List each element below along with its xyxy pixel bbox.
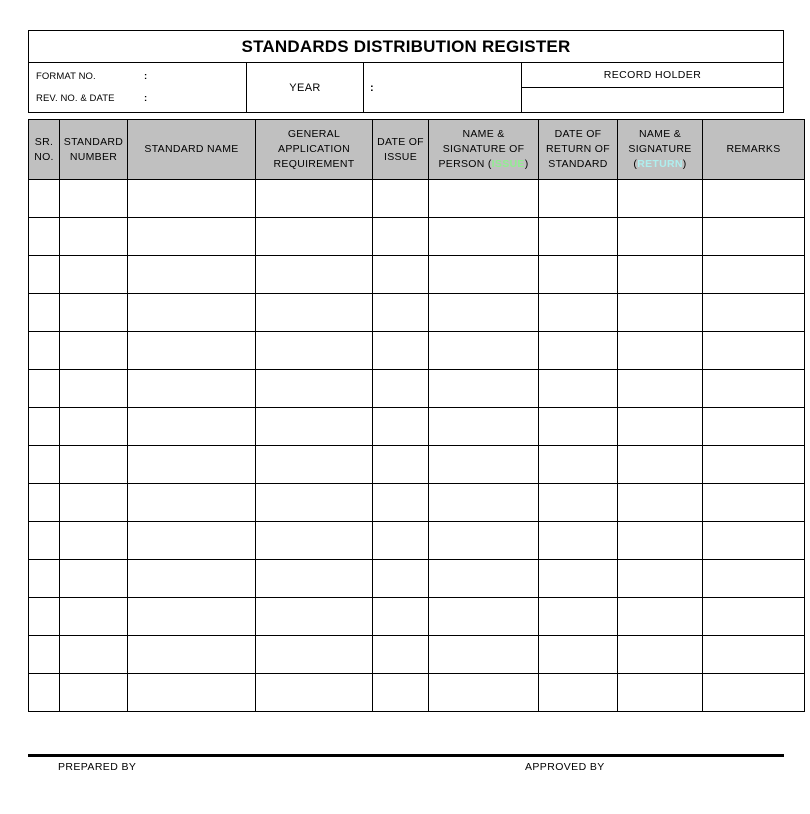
cell-sr_no[interactable] bbox=[29, 446, 60, 484]
cell-date_of_return_of_standard[interactable] bbox=[539, 446, 618, 484]
name-issue-prefix: PERSON ( bbox=[438, 158, 492, 170]
column-header-sr-no bbox=[29, 120, 60, 180]
cell-general_application_requirement[interactable] bbox=[256, 598, 373, 636]
date-return-line-1: DATE OF bbox=[554, 128, 602, 140]
year-value-cell[interactable] bbox=[364, 63, 522, 112]
year-label-cell bbox=[247, 63, 364, 112]
cell-date_of_issue[interactable] bbox=[373, 218, 429, 256]
cell-name_signature_return[interactable] bbox=[618, 408, 703, 446]
cell-standard_number[interactable] bbox=[60, 256, 128, 294]
format-no-line bbox=[36, 66, 246, 88]
cell-date_of_return_of_standard[interactable] bbox=[539, 674, 618, 712]
column-header-date-of-issue bbox=[373, 120, 429, 180]
cell-date_of_issue[interactable] bbox=[373, 370, 429, 408]
cell-remarks[interactable] bbox=[703, 598, 805, 636]
cell-date_of_issue[interactable] bbox=[373, 598, 429, 636]
date-return-line-3: STANDARD bbox=[548, 158, 608, 170]
cell-standard_name[interactable] bbox=[128, 484, 256, 522]
cell-standard_name[interactable] bbox=[128, 256, 256, 294]
cell-date_of_return_of_standard[interactable] bbox=[539, 484, 618, 522]
cell-name_signature_return[interactable] bbox=[618, 446, 703, 484]
column-header-standard-name bbox=[128, 120, 256, 180]
cell-date_of_issue[interactable] bbox=[373, 256, 429, 294]
cell-general_application_requirement[interactable] bbox=[256, 484, 373, 522]
name-return-line-1: NAME & bbox=[638, 128, 682, 140]
cell-name_signature_issue[interactable] bbox=[429, 598, 539, 636]
name-issue-line-1: NAME & bbox=[462, 128, 505, 140]
cell-standard_number[interactable] bbox=[60, 180, 128, 218]
column-header-date-of-return bbox=[539, 120, 618, 180]
sr-no-line-1: SR. bbox=[34, 135, 54, 148]
sr-no-line-2: NO. bbox=[34, 150, 54, 163]
cell-name_signature_issue[interactable] bbox=[429, 560, 539, 598]
approved-by-label: APPROVED BY bbox=[525, 761, 605, 773]
column-header-name-signature-issue bbox=[429, 120, 539, 180]
cell-name_signature_return[interactable] bbox=[618, 560, 703, 598]
cell-standard_number[interactable] bbox=[60, 218, 128, 256]
cell-standard_number[interactable] bbox=[60, 636, 128, 674]
cell-name_signature_issue[interactable] bbox=[429, 408, 539, 446]
rev-no-date-label: REV. NO. & DATE bbox=[36, 93, 115, 104]
name-return-suffix: ) bbox=[682, 158, 687, 170]
cell-date_of_issue[interactable] bbox=[373, 294, 429, 332]
table-header bbox=[29, 120, 805, 180]
table-row bbox=[29, 446, 805, 484]
cell-name_signature_issue[interactable] bbox=[429, 484, 539, 522]
footer-signature-row bbox=[28, 761, 784, 781]
record-holder-value[interactable] bbox=[522, 88, 783, 112]
prepared-by-label: PREPARED BY bbox=[58, 761, 137, 773]
cell-name_signature_issue[interactable] bbox=[429, 446, 539, 484]
cell-standard_number[interactable] bbox=[60, 560, 128, 598]
record-holder-cell bbox=[522, 63, 783, 112]
column-header-general-application-requirement bbox=[256, 120, 373, 180]
cell-standard_name[interactable] bbox=[128, 180, 256, 218]
cell-general_application_requirement[interactable] bbox=[256, 408, 373, 446]
cell-name_signature_issue[interactable] bbox=[429, 522, 539, 560]
cell-date_of_return_of_standard[interactable] bbox=[539, 522, 618, 560]
cell-general_application_requirement[interactable] bbox=[256, 674, 373, 712]
remarks-line-1: REMARKS bbox=[726, 143, 781, 155]
cell-name_signature_issue[interactable] bbox=[429, 180, 539, 218]
cell-sr_no[interactable] bbox=[29, 674, 60, 712]
table-row bbox=[29, 218, 805, 256]
cell-standard_number[interactable] bbox=[60, 294, 128, 332]
cell-date_of_return_of_standard[interactable] bbox=[539, 218, 618, 256]
cell-date_of_return_of_standard[interactable] bbox=[539, 180, 618, 218]
record-holder-label: RECORD HOLDER bbox=[522, 63, 783, 88]
cell-name_signature_return[interactable] bbox=[618, 294, 703, 332]
cell-date_of_issue[interactable] bbox=[373, 408, 429, 446]
table-row bbox=[29, 560, 805, 598]
cell-standard_number[interactable] bbox=[60, 522, 128, 560]
cell-general_application_requirement[interactable] bbox=[256, 446, 373, 484]
cell-date_of_return_of_standard[interactable] bbox=[539, 408, 618, 446]
cell-standard_number[interactable] bbox=[60, 332, 128, 370]
page-title: STANDARDS DISTRIBUTION REGISTER bbox=[241, 36, 571, 56]
cell-date_of_return_of_standard[interactable] bbox=[539, 332, 618, 370]
cell-sr_no[interactable] bbox=[29, 218, 60, 256]
table-row bbox=[29, 674, 805, 712]
cell-date_of_issue[interactable] bbox=[373, 484, 429, 522]
cell-standard_name[interactable] bbox=[128, 218, 256, 256]
standard-name-line-1: STANDARD NAME bbox=[144, 143, 239, 155]
format-info-cell bbox=[29, 63, 247, 112]
cell-sr_no[interactable] bbox=[29, 598, 60, 636]
return-highlight-text: RETURN bbox=[637, 158, 683, 170]
cell-name_signature_return[interactable] bbox=[618, 256, 703, 294]
cell-name_signature_return[interactable] bbox=[618, 484, 703, 522]
year-label: YEAR bbox=[289, 81, 321, 94]
cell-standard_name[interactable] bbox=[128, 522, 256, 560]
cell-name_signature_return[interactable] bbox=[618, 332, 703, 370]
cell-date_of_issue[interactable] bbox=[373, 560, 429, 598]
rev-no-date-colon: : bbox=[144, 93, 148, 104]
cell-standard_number[interactable] bbox=[60, 408, 128, 446]
cell-remarks[interactable] bbox=[703, 408, 805, 446]
name-return-prefix: ( bbox=[633, 158, 638, 170]
cell-standard_name[interactable] bbox=[128, 294, 256, 332]
cell-remarks[interactable] bbox=[703, 522, 805, 560]
standards-distribution-table bbox=[28, 119, 805, 712]
cell-sr_no[interactable] bbox=[29, 332, 60, 370]
table-header-row bbox=[29, 120, 805, 180]
cell-standard_number[interactable] bbox=[60, 484, 128, 522]
cell-remarks[interactable] bbox=[703, 256, 805, 294]
cell-name_signature_issue[interactable] bbox=[429, 370, 539, 408]
cell-name_signature_issue[interactable] bbox=[429, 674, 539, 712]
table-row bbox=[29, 598, 805, 636]
cell-standard_name[interactable] bbox=[128, 408, 256, 446]
cell-remarks[interactable] bbox=[703, 560, 805, 598]
cell-name_signature_issue[interactable] bbox=[429, 218, 539, 256]
cell-date_of_issue[interactable] bbox=[373, 180, 429, 218]
cell-sr_no[interactable] bbox=[29, 294, 60, 332]
header-info-row bbox=[29, 63, 783, 112]
cell-name_signature_issue[interactable] bbox=[429, 636, 539, 674]
cell-standard_name[interactable] bbox=[128, 674, 256, 712]
cell-sr_no[interactable] bbox=[29, 484, 60, 522]
table-row bbox=[29, 294, 805, 332]
table-row bbox=[29, 484, 805, 522]
standard-number-line-1: STANDARD bbox=[63, 135, 124, 148]
cell-name_signature_return[interactable] bbox=[618, 218, 703, 256]
column-header-standard-number bbox=[60, 120, 128, 180]
cell-name_signature_issue[interactable] bbox=[429, 256, 539, 294]
cell-sr_no[interactable] bbox=[29, 180, 60, 218]
general-line-3: REQUIREMENT bbox=[273, 158, 355, 170]
year-colon: : bbox=[370, 81, 374, 94]
cell-date_of_issue[interactable] bbox=[373, 674, 429, 712]
cell-remarks[interactable] bbox=[703, 446, 805, 484]
cell-name_signature_return[interactable] bbox=[618, 180, 703, 218]
cell-general_application_requirement[interactable] bbox=[256, 636, 373, 674]
cell-date_of_return_of_standard[interactable] bbox=[539, 636, 618, 674]
cell-date_of_return_of_standard[interactable] bbox=[539, 560, 618, 598]
table-row bbox=[29, 180, 805, 218]
format-no-label: FORMAT NO. bbox=[36, 71, 96, 82]
cell-sr_no[interactable] bbox=[29, 256, 60, 294]
general-line-2: APPLICATION bbox=[278, 143, 350, 155]
table-row bbox=[29, 332, 805, 370]
cell-standard_name[interactable] bbox=[128, 636, 256, 674]
cell-general_application_requirement[interactable] bbox=[256, 218, 373, 256]
name-return-line-2: SIGNATURE bbox=[628, 143, 692, 155]
cell-sr_no[interactable] bbox=[29, 560, 60, 598]
cell-remarks[interactable] bbox=[703, 218, 805, 256]
cell-remarks[interactable] bbox=[703, 294, 805, 332]
column-header-name-signature-return bbox=[618, 120, 703, 180]
name-issue-line-3 bbox=[431, 157, 536, 172]
table-row bbox=[29, 408, 805, 446]
table-row bbox=[29, 256, 805, 294]
table-row bbox=[29, 370, 805, 408]
cell-general_application_requirement[interactable] bbox=[256, 256, 373, 294]
date-issue-line-1: DATE OF bbox=[377, 135, 424, 148]
rev-no-date-line bbox=[36, 88, 246, 110]
footer-divider bbox=[28, 754, 784, 757]
cell-general_application_requirement[interactable] bbox=[256, 522, 373, 560]
cell-date_of_return_of_standard[interactable] bbox=[539, 256, 618, 294]
cell-date_of_issue[interactable] bbox=[373, 446, 429, 484]
cell-date_of_return_of_standard[interactable] bbox=[539, 294, 618, 332]
name-return-line-3 bbox=[620, 157, 700, 172]
cell-sr_no[interactable] bbox=[29, 522, 60, 560]
cell-remarks[interactable] bbox=[703, 370, 805, 408]
cell-name_signature_return[interactable] bbox=[618, 674, 703, 712]
table-row bbox=[29, 636, 805, 674]
name-issue-line-2: SIGNATURE OF bbox=[442, 143, 525, 155]
cell-remarks[interactable] bbox=[703, 636, 805, 674]
cell-sr_no[interactable] bbox=[29, 370, 60, 408]
cell-date_of_return_of_standard[interactable] bbox=[539, 598, 618, 636]
document-header-block bbox=[28, 30, 784, 113]
cell-standard_name[interactable] bbox=[128, 560, 256, 598]
cell-remarks[interactable] bbox=[703, 332, 805, 370]
title-row bbox=[29, 31, 783, 63]
cell-standard_name[interactable] bbox=[128, 446, 256, 484]
standard-number-line-2: NUMBER bbox=[69, 150, 118, 163]
date-issue-line-2: ISSUE bbox=[383, 150, 417, 163]
general-line-1: GENERAL bbox=[287, 128, 341, 140]
name-issue-suffix: ) bbox=[524, 158, 529, 170]
date-return-line-2: RETURN OF bbox=[546, 143, 610, 155]
cell-sr_no[interactable] bbox=[29, 408, 60, 446]
cell-name_signature_issue[interactable] bbox=[429, 332, 539, 370]
cell-standard_number[interactable] bbox=[60, 598, 128, 636]
cell-standard_number[interactable] bbox=[60, 674, 128, 712]
cell-date_of_issue[interactable] bbox=[373, 522, 429, 560]
cell-sr_no[interactable] bbox=[29, 636, 60, 674]
cell-standard_name[interactable] bbox=[128, 598, 256, 636]
cell-date_of_return_of_standard[interactable] bbox=[539, 370, 618, 408]
cell-remarks[interactable] bbox=[703, 180, 805, 218]
issue-highlight-text: ISSUE bbox=[491, 158, 525, 170]
cell-general_application_requirement[interactable] bbox=[256, 370, 373, 408]
cell-name_signature_return[interactable] bbox=[618, 636, 703, 674]
cell-general_application_requirement[interactable] bbox=[256, 560, 373, 598]
cell-name_signature_issue[interactable] bbox=[429, 294, 539, 332]
format-no-colon: : bbox=[144, 71, 148, 82]
cell-standard_name[interactable] bbox=[128, 370, 256, 408]
cell-general_application_requirement[interactable] bbox=[256, 332, 373, 370]
cell-standard_name[interactable] bbox=[128, 332, 256, 370]
table-body bbox=[29, 180, 805, 712]
table-row bbox=[29, 522, 805, 560]
cell-remarks[interactable] bbox=[703, 674, 805, 712]
cell-name_signature_return[interactable] bbox=[618, 598, 703, 636]
cell-standard_number[interactable] bbox=[60, 446, 128, 484]
cell-date_of_issue[interactable] bbox=[373, 636, 429, 674]
cell-date_of_issue[interactable] bbox=[373, 332, 429, 370]
cell-standard_number[interactable] bbox=[60, 370, 128, 408]
cell-general_application_requirement[interactable] bbox=[256, 294, 373, 332]
column-header-remarks bbox=[703, 120, 805, 180]
cell-name_signature_return[interactable] bbox=[618, 522, 703, 560]
cell-name_signature_return[interactable] bbox=[618, 370, 703, 408]
cell-remarks[interactable] bbox=[703, 484, 805, 522]
cell-general_application_requirement[interactable] bbox=[256, 180, 373, 218]
